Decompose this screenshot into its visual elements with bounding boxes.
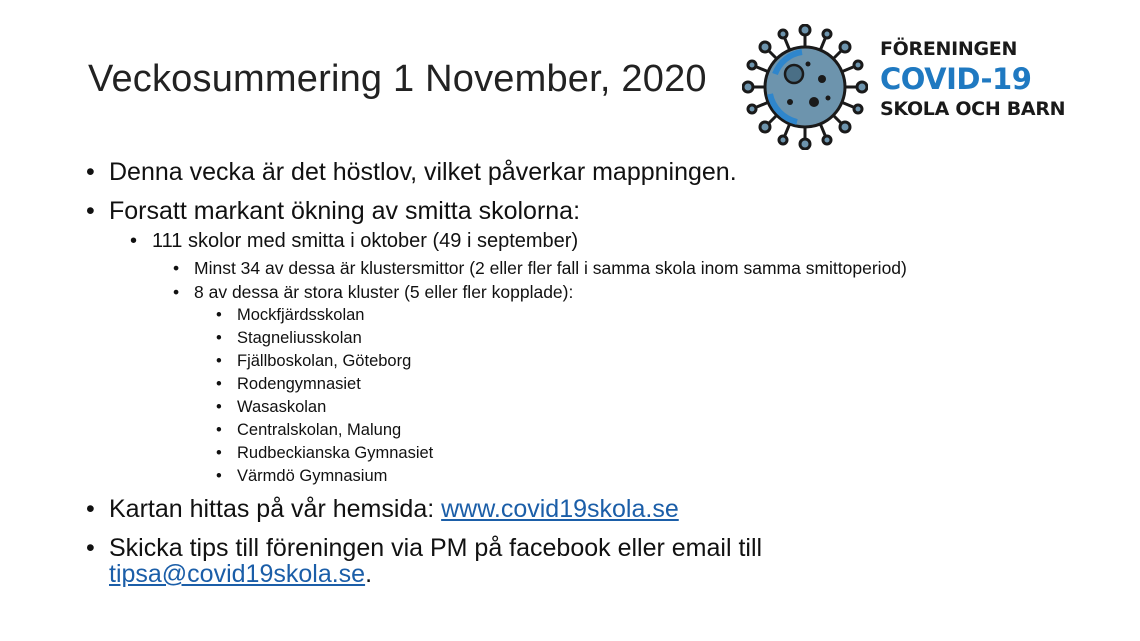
bullet-dot: •: [216, 352, 222, 370]
school-item: Rudbeckianska Gymnasiet: [237, 444, 434, 462]
school-item: Stagneliusskolan: [237, 329, 362, 347]
bullet-dot: •: [130, 230, 138, 252]
bullet-skicka-tips-line2: [109, 560, 372, 589]
bullet-dot: •: [216, 375, 222, 393]
bullet-dot: •: [86, 534, 95, 562]
slide-title: Veckosummering 1 November, 2020: [88, 58, 707, 100]
school-item: Värmdö Gymnasium: [237, 467, 388, 485]
virus-icon: [742, 24, 868, 150]
bullet-dot: •: [86, 197, 95, 225]
logo-line-foreningen: FÖRENINGEN: [880, 38, 1018, 60]
school-item: Fjällboskolan, Göteborg: [237, 352, 412, 370]
bullet-skicka-tips: Skicka tips till föreningen via PM på facebook eller email till: [109, 534, 763, 562]
logo: [742, 24, 1092, 150]
bullet-kartan: [109, 495, 679, 524]
bullet-okning: Forsatt markant ökning av smitta skolorna:: [109, 197, 581, 225]
bullet-dot: •: [216, 398, 222, 416]
school-item: Centralskolan, Malung: [237, 421, 402, 439]
school-item: Mockfjärdsskolan: [237, 306, 365, 324]
school-item: Wasaskolan: [237, 398, 327, 416]
bullet-dot: •: [216, 421, 222, 439]
bullet-hostlov: Denna vecka är det höstlov, vilket påverkar mappningen.: [109, 158, 737, 186]
bullet-dot: •: [216, 467, 222, 485]
bullet-skolor-oktober: 111 skolor med smitta i oktober (49 i september): [152, 230, 579, 252]
bullet-dot: •: [216, 329, 222, 347]
website-link[interactable]: www.covid19skola.se: [441, 495, 679, 523]
bullet-dot: •: [216, 444, 222, 462]
school-item: Rodengymnasiet: [237, 375, 361, 393]
logo-text: [880, 40, 1065, 119]
bullet-dot: •: [173, 282, 180, 302]
email-suffix: .: [365, 560, 373, 588]
bullet-dot: •: [216, 306, 222, 324]
bullet-stora-kluster: 8 av dessa är stora kluster (5 eller fler kopplade):: [194, 282, 574, 302]
kartan-text: Kartan hittas på vår hemsida:: [109, 495, 442, 523]
email-link[interactable]: tipsa@covid19skola.se: [109, 560, 366, 588]
logo-line-covid: COVID-19: [880, 62, 1032, 96]
bullet-dot: •: [86, 158, 95, 186]
bullet-dot: •: [173, 258, 180, 278]
bullet-dot: •: [86, 495, 95, 523]
bullet-klustersmittor: Minst 34 av dessa är klustersmittor (2 eller fler fall i samma skola inom samma smittoperiod): [194, 258, 907, 278]
logo-line-skola: SKOLA OCH BARN: [880, 98, 1066, 120]
